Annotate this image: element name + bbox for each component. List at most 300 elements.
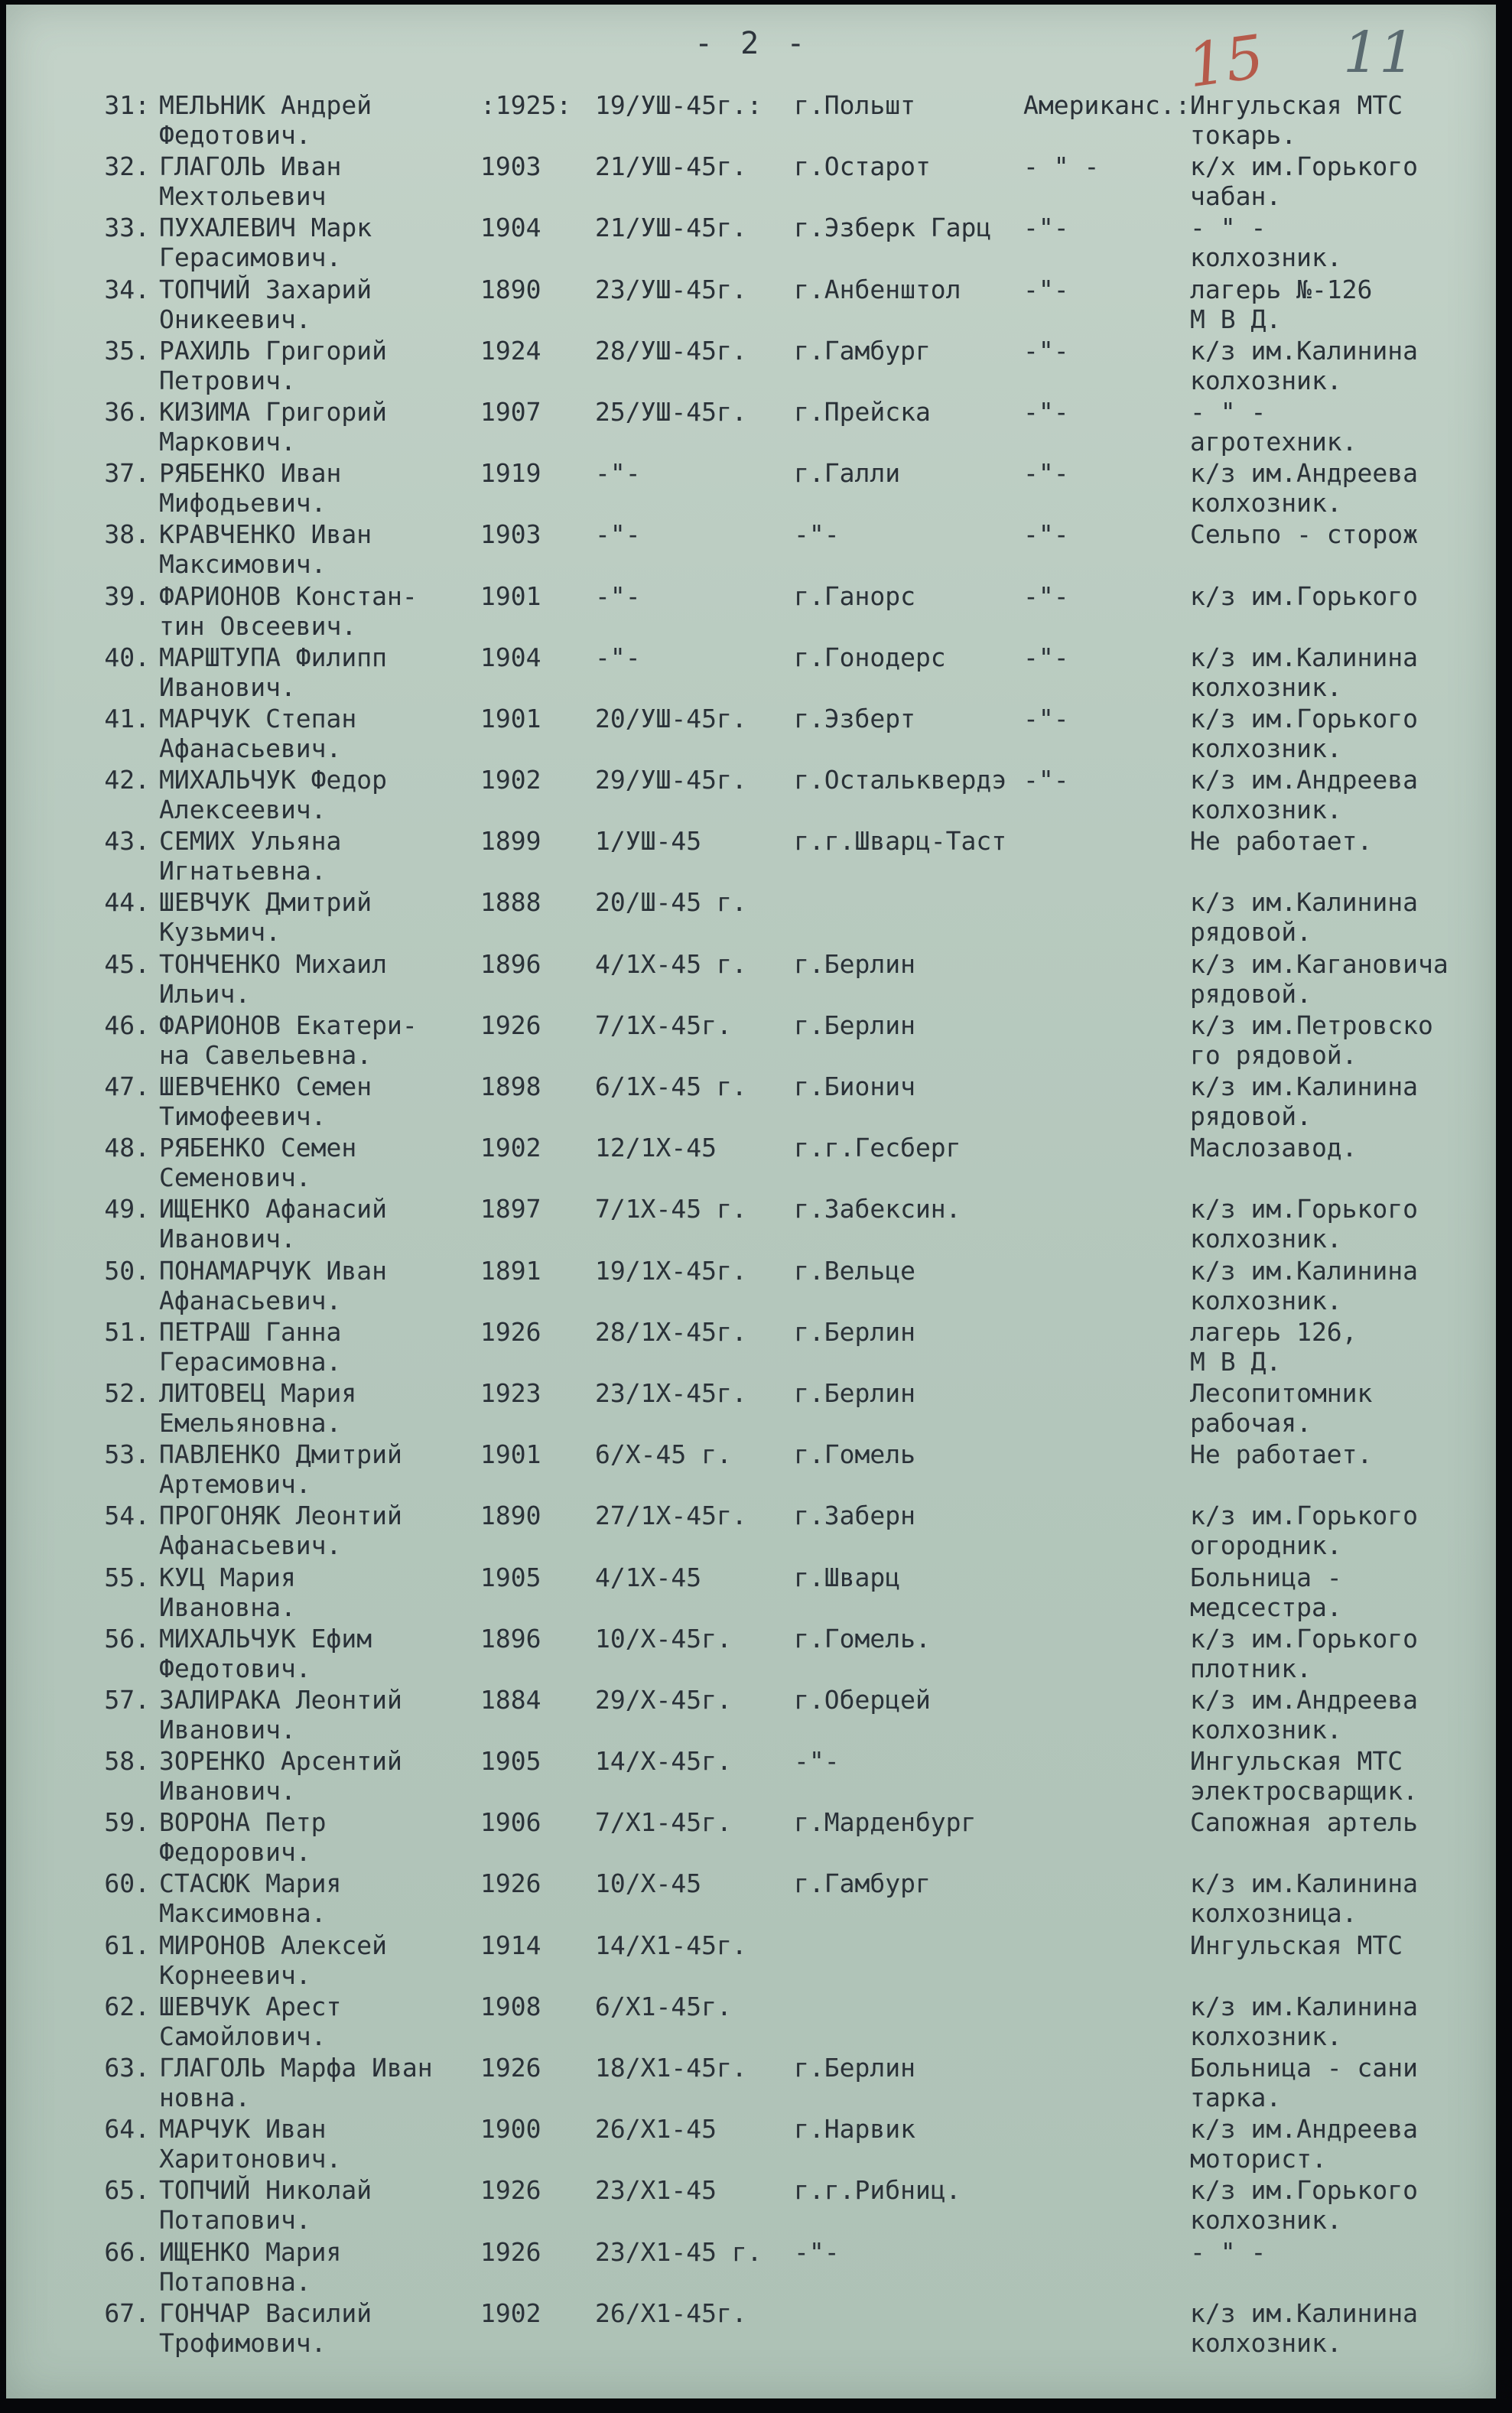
return-date: 6/Х1-45г.	[595, 1991, 732, 2021]
person-patronymic: Федорович.	[159, 1837, 311, 1868]
record-number: 41.	[104, 703, 150, 733]
record-row	[6, 581, 1496, 642]
person-patronymic: Потапович.	[159, 2205, 311, 2236]
person-patronymic: Игнатьевна.	[159, 856, 327, 886]
workplace-role: колхозник.	[1190, 365, 1342, 395]
workplace: к/з им.Петровско	[1190, 1010, 1433, 1040]
record-number: 58.	[104, 1746, 150, 1777]
place-name: г.г.Рибниц.	[794, 2175, 961, 2206]
workplace: к/з им.Калинина	[1190, 1868, 1419, 1899]
return-date: 26/Х1-45	[595, 2114, 717, 2145]
place-name: г.Гомель.	[794, 1623, 931, 1654]
record-row	[6, 1807, 1496, 1868]
record-row	[6, 1992, 1496, 2053]
record-row	[6, 826, 1496, 887]
return-date: 27/1Х-45г.	[595, 1501, 747, 1531]
return-date: 26/Х1-45г.	[595, 2298, 747, 2328]
place-name: -"-	[794, 1746, 840, 1777]
record-number: 66.	[104, 2236, 150, 2267]
record-row	[6, 887, 1496, 948]
workplace-role: колхозник.	[1190, 2327, 1342, 2358]
workplace-role: токарь.	[1190, 120, 1297, 150]
birth-year: :1925:	[480, 90, 572, 120]
place-name: г.Гамбург	[794, 1868, 931, 1899]
handwritten-mark-left: 15	[1183, 22, 1269, 102]
birth-year: 1905	[480, 1562, 541, 1592]
return-date: 4/1Х-45 г.	[595, 948, 747, 979]
person-name: ГЛАГОЛЬ Иван	[159, 151, 342, 182]
person-name: МИХАЛЬЧУК Ефим	[159, 1623, 372, 1654]
person-name: ФАРИОНОВ Констан-	[159, 580, 418, 611]
return-date: 6/1Х-45 г.	[595, 1072, 747, 1101]
workplace: к/з им.Калинина	[1190, 642, 1419, 672]
workplace: лагерь 126,	[1190, 1316, 1358, 1347]
workplace-role: чабан.	[1190, 181, 1282, 212]
person-name: РАХИЛЬ Григорий	[159, 335, 388, 366]
record-number: 45.	[104, 948, 150, 979]
birth-year: 1926	[480, 2175, 541, 2206]
workplace: - " -	[1190, 213, 1267, 243]
person-name: ИЩЕНКО Мария	[159, 2236, 342, 2267]
workplace: к/з им.Андреева	[1190, 765, 1419, 795]
record-row	[6, 90, 1496, 151]
person-patronymic: Оникеевич.	[159, 304, 311, 334]
workplace: к/з им.Горького	[1190, 703, 1419, 733]
place-name: г.Анбенштол	[794, 274, 961, 304]
workplace: к/з им.Калинина	[1190, 2298, 1419, 2328]
person-patronymic: Тимофеевич.	[159, 1101, 327, 1131]
return-date: 14/Х-45г.	[595, 1746, 732, 1777]
return-date: 23/УШ-45г.	[595, 274, 747, 304]
record-number: 50.	[104, 1255, 150, 1286]
birth-year: 1901	[480, 1439, 541, 1470]
workplace: Ингульская МТС	[1190, 1746, 1403, 1777]
place-name: г.Вельце	[794, 1255, 915, 1286]
workplace: к/з им.Горького	[1190, 1194, 1419, 1224]
record-number: 62.	[104, 1991, 150, 2021]
workplace-role: электросварщик.	[1190, 1776, 1419, 1806]
person-name: ЗОРЕНКО Арсентий	[159, 1746, 402, 1777]
person-name: СЕМИХ Ульяна	[159, 826, 342, 857]
birth-year: 1897	[480, 1194, 541, 1224]
record-row	[6, 1194, 1496, 1255]
person-patronymic: Афанасьевич.	[159, 733, 342, 763]
person-name: ИЩЕНКО Афанасий	[159, 1194, 388, 1224]
birth-year: 1901	[480, 703, 541, 733]
record-row	[6, 519, 1496, 580]
person-name: ГОНЧАР Василий	[159, 2298, 372, 2328]
record-number: 34.	[104, 274, 150, 304]
workplace-role: колхозник.	[1190, 2021, 1342, 2051]
place-name: г.Берлин	[794, 1316, 915, 1347]
handwritten-mark-right: 11	[1343, 20, 1416, 86]
workplace-role: М В Д.	[1190, 1346, 1282, 1377]
person-patronymic: Алексеевич.	[159, 795, 327, 825]
record-number: 44.	[104, 887, 150, 918]
birth-year: 1899	[480, 826, 541, 857]
place-name: -"-	[794, 519, 840, 550]
return-date: 29/УШ-45г.	[595, 765, 747, 795]
workplace-role: колхозник.	[1190, 1285, 1342, 1315]
place-name: г.Берлин	[794, 1377, 915, 1408]
place-name: г.Берлин	[794, 1010, 915, 1040]
zone-ditto: Американс.:	[1023, 90, 1191, 120]
workplace-role: рабочая.	[1190, 1407, 1312, 1438]
person-patronymic: Емельяновна.	[159, 1407, 342, 1438]
birth-year: 1907	[480, 396, 541, 427]
record-row	[6, 2237, 1496, 2298]
person-patronymic: Федотович.	[159, 120, 311, 150]
person-patronymic: Ивановна.	[159, 1592, 296, 1622]
record-number: 39.	[104, 580, 150, 611]
workplace: Больница -	[1190, 1562, 1342, 1592]
person-patronymic: Максимович.	[159, 549, 327, 580]
zone-ditto: -"-	[1023, 703, 1069, 733]
record-number: 40.	[104, 642, 150, 672]
return-date: 14/Х1-45г.	[595, 1930, 747, 1960]
person-name: МИХАЛЬЧУК Федор	[159, 765, 388, 795]
person-name: МАРЧУК Иван	[159, 2114, 327, 2145]
workplace: Сельпо - сторож	[1190, 519, 1419, 550]
person-name: ПОНАМАРЧУК Иван	[159, 1255, 388, 1286]
birth-year: 1890	[480, 274, 541, 304]
record-row	[6, 642, 1496, 704]
person-patronymic: Артемович.	[159, 1469, 311, 1500]
record-number: 57.	[104, 1684, 150, 1715]
record-number: 56.	[104, 1623, 150, 1654]
record-row	[6, 2298, 1496, 2359]
return-date: 20/Ш-45 г.	[595, 887, 747, 918]
birth-year: 1900	[480, 2114, 541, 2145]
person-name: МАРЧУК Степан	[159, 703, 357, 733]
birth-year: 1904	[480, 213, 541, 243]
return-date: 23/Х1-45	[595, 2175, 717, 2206]
record-number: 31:	[104, 90, 150, 120]
record-list	[6, 90, 1496, 2359]
person-patronymic: Трофимович.	[159, 2327, 327, 2358]
place-name: г.Ганорс	[794, 580, 915, 611]
person-name: КИЗИМА Григорий	[159, 396, 388, 427]
workplace: Маслозавод.	[1190, 1133, 1358, 1163]
birth-year: 1896	[480, 1623, 541, 1654]
zone-ditto: - " -	[1023, 151, 1100, 182]
birth-year: 1904	[480, 642, 541, 672]
person-name: ВОРОНА Петр	[159, 1807, 327, 1838]
zone-ditto: -"-	[1023, 274, 1069, 304]
workplace: к/з им.Андреева	[1190, 458, 1419, 489]
workplace-role: го рядовой.	[1190, 1039, 1358, 1070]
person-patronymic: Ильич.	[159, 978, 251, 1009]
place-name: г.Прейска	[794, 396, 931, 427]
return-date: 10/Х-45г.	[595, 1623, 732, 1654]
person-patronymic: Афанасьевич.	[159, 1285, 342, 1315]
person-patronymic: Иванович.	[159, 1776, 296, 1806]
record-number: 47.	[104, 1072, 150, 1101]
return-date: 25/УШ-45г.	[595, 396, 747, 427]
record-number: 60.	[104, 1868, 150, 1899]
place-name: г.Нарвик	[794, 2114, 915, 2145]
return-date: 7/1Х-45г.	[595, 1010, 732, 1040]
birth-year: 1888	[480, 887, 541, 918]
person-patronymic: Семенович.	[159, 1163, 311, 1193]
workplace-role: колхозник.	[1190, 242, 1342, 273]
person-name: МИРОНОВ Алексей	[159, 1930, 388, 1960]
person-patronymic: новна.	[159, 2083, 251, 2112]
birth-year: 1898	[480, 1072, 541, 1101]
person-patronymic: Максимовна.	[159, 1898, 327, 1929]
birth-year: 1905	[480, 1746, 541, 1777]
record-number: 63.	[104, 2053, 150, 2083]
person-name: ТОНЧЕНКО Михаил	[159, 948, 388, 979]
return-date: 10/Х-45	[595, 1868, 702, 1899]
record-row	[6, 1378, 1496, 1439]
birth-year: 1902	[480, 2298, 541, 2328]
place-name: г.г.Шварц-Таст	[794, 826, 1007, 857]
workplace-role: тарка.	[1190, 2083, 1282, 2112]
workplace-role: М В Д.	[1190, 304, 1282, 334]
zone-ditto: -"-	[1023, 458, 1069, 489]
person-name: ШЕВЧУК Арест	[159, 1991, 342, 2021]
workplace: - " -	[1190, 396, 1267, 427]
person-patronymic: Харитонович.	[159, 2144, 342, 2174]
birth-year: 1926	[480, 2236, 541, 2267]
document-page	[6, 5, 1496, 2398]
record-number: 54.	[104, 1501, 150, 1531]
birth-year: 1908	[480, 1991, 541, 2021]
person-patronymic: Кузьмич.	[159, 917, 281, 948]
place-name: г.Заберн	[794, 1501, 915, 1531]
workplace-role: медсестра.	[1190, 1592, 1342, 1622]
workplace: Не работает.	[1190, 826, 1373, 857]
place-name: г.Гомель	[794, 1439, 915, 1470]
return-date: 4/1Х-45	[595, 1562, 702, 1592]
zone-ditto: -"-	[1023, 765, 1069, 795]
place-name: г.Эзберк Гарц	[794, 213, 992, 243]
record-row	[6, 1133, 1496, 1194]
record-number: 36.	[104, 396, 150, 427]
page-number: - 2 -	[694, 26, 810, 61]
workplace: Не работает.	[1190, 1439, 1373, 1470]
return-date: 23/Х1-45 г.	[595, 2236, 763, 2267]
workplace-role: колхозница.	[1190, 1898, 1358, 1929]
record-row	[6, 1930, 1496, 1992]
record-row	[6, 1256, 1496, 1317]
zone-ditto: -"-	[1023, 396, 1069, 427]
record-number: 49.	[104, 1194, 150, 1224]
birth-year: 1890	[480, 1501, 541, 1531]
person-name: ТОПЧИЙ Захарий	[159, 274, 372, 304]
person-name: СТАСЮК Мария	[159, 1868, 342, 1899]
person-patronymic: на Савельевна.	[159, 1039, 372, 1070]
record-row	[6, 1439, 1496, 1501]
birth-year: 1903	[480, 151, 541, 182]
workplace-role: колхозник.	[1190, 1224, 1342, 1254]
return-date: 19/1Х-45г.	[595, 1255, 747, 1286]
record-number: 67.	[104, 2298, 150, 2328]
birth-year: 1926	[480, 1010, 541, 1040]
birth-year: 1891	[480, 1255, 541, 1286]
workplace-role: огородник.	[1190, 1530, 1342, 1561]
return-date: 6/Х-45 г.	[595, 1439, 732, 1470]
workplace: Больница - сани	[1190, 2053, 1419, 2083]
birth-year: 1906	[480, 1807, 541, 1838]
birth-year: 1926	[480, 1868, 541, 1899]
person-name: ЛИТОВЕЦ Мария	[159, 1377, 357, 1408]
person-patronymic: Герасимовна.	[159, 1346, 342, 1377]
record-row	[6, 151, 1496, 213]
workplace: к/з им.Горького	[1190, 580, 1419, 611]
person-patronymic: Федотович.	[159, 1653, 311, 1683]
person-name: ПРОГОНЯК Леонтий	[159, 1501, 402, 1531]
place-name: г.Остальквердэ	[794, 765, 1007, 795]
workplace: Лесопитомник	[1190, 1377, 1373, 1408]
birth-year: 1919	[480, 458, 541, 489]
person-name: ШЕВЧЕНКО Семен	[159, 1072, 372, 1101]
place-name: г.Марденбург	[794, 1807, 977, 1838]
workplace: к/з им.Андреева	[1190, 2114, 1419, 2145]
record-number: 48.	[104, 1133, 150, 1163]
record-number: 59.	[104, 1807, 150, 1838]
record-number: 38.	[104, 519, 150, 550]
record-row	[6, 1563, 1496, 1624]
record-number: 35.	[104, 335, 150, 366]
return-date: 7/1Х-45 г.	[595, 1194, 747, 1224]
workplace: к/з им.Калинина	[1190, 1255, 1419, 1286]
place-name: г.Галли	[794, 458, 901, 489]
record-number: 46.	[104, 1010, 150, 1040]
person-name: ПАВЛЕНКО Дмитрий	[159, 1439, 402, 1470]
person-name: ТОПЧИЙ Николай	[159, 2175, 372, 2206]
place-name: г.Польшт	[794, 90, 915, 120]
birth-year: 1914	[480, 1930, 541, 1960]
record-row	[6, 397, 1496, 458]
workplace: к/з им.Кагановича	[1190, 948, 1449, 979]
zone-ditto: -"-	[1023, 213, 1069, 243]
birth-year: 1924	[480, 335, 541, 366]
record-row	[6, 336, 1496, 397]
workplace: к/з им.Калинина	[1190, 1991, 1419, 2021]
birth-year: 1896	[480, 948, 541, 979]
record-number: 64.	[104, 2114, 150, 2145]
record-row	[6, 1072, 1496, 1133]
record-number: 52.	[104, 1377, 150, 1408]
return-date: 28/УШ-45г.	[595, 335, 747, 366]
birth-year: 1926	[480, 2053, 541, 2083]
return-date: 28/1Х-45г.	[595, 1316, 747, 1347]
workplace-role: рядовой.	[1190, 1101, 1312, 1131]
person-name: МЕЛЬНИК Андрей	[159, 90, 372, 120]
birth-year: 1902	[480, 1133, 541, 1163]
person-patronymic: Иванович.	[159, 1224, 296, 1254]
record-row	[6, 2114, 1496, 2175]
person-patronymic: тин Овсеевич.	[159, 610, 357, 641]
workplace: к/з им.Горького	[1190, 1623, 1419, 1654]
record-row	[6, 949, 1496, 1010]
record-row	[6, 2175, 1496, 2236]
record-number: 32.	[104, 151, 150, 182]
place-name: г.Берлин	[794, 948, 915, 979]
record-row	[6, 458, 1496, 519]
return-date: 23/1Х-45г.	[595, 1377, 747, 1408]
person-patronymic: Петрович.	[159, 365, 296, 395]
person-patronymic: Корнеевич.	[159, 1959, 311, 1990]
place-name: г.Бионич	[794, 1072, 915, 1101]
record-row	[6, 213, 1496, 274]
workplace: Сапожная артель	[1190, 1807, 1419, 1838]
person-name: МАРШТУПА Филипп	[159, 642, 388, 672]
birth-year: 1923	[480, 1377, 541, 1408]
place-name: г.Шварц	[794, 1562, 901, 1592]
record-number: 61.	[104, 1930, 150, 1960]
return-date: 21/УШ-45г.	[595, 151, 747, 182]
workplace-role: колхозник.	[1190, 795, 1342, 825]
person-patronymic: Маркович.	[159, 426, 296, 457]
place-name: г.Остарот	[794, 151, 931, 182]
return-date: 1/УШ-45	[595, 826, 702, 857]
place-name: г.Забексин.	[794, 1194, 961, 1224]
workplace-role: колхозник.	[1190, 733, 1342, 763]
workplace-role: колхозник.	[1190, 672, 1342, 702]
record-row	[6, 1624, 1496, 1685]
person-name: РЯБЕНКО Семен	[159, 1133, 357, 1163]
place-name: -"-	[794, 2236, 840, 2267]
record-row	[6, 1010, 1496, 1072]
birth-year: 1926	[480, 1316, 541, 1347]
record-number: 43.	[104, 826, 150, 857]
person-name: РЯБЕНКО Иван	[159, 458, 342, 489]
person-patronymic: Самойлович.	[159, 2021, 327, 2051]
person-name: ПУХАЛЕВИЧ Марк	[159, 213, 372, 243]
record-row	[6, 1501, 1496, 1562]
person-name: КУЦ Мария	[159, 1562, 296, 1592]
workplace-role: рядовой.	[1190, 917, 1312, 948]
record-row	[6, 1685, 1496, 1746]
zone-ditto: -"-	[1023, 580, 1069, 611]
place-name: г.Гонодерс	[794, 642, 946, 672]
record-number: 42.	[104, 765, 150, 795]
record-row	[6, 1746, 1496, 1807]
person-patronymic: Мехтольевич	[159, 181, 327, 212]
record-row	[6, 1317, 1496, 1378]
workplace: к/з им.Калинина	[1190, 335, 1419, 366]
workplace: к/х им.Горького	[1190, 151, 1419, 182]
record-row	[6, 765, 1496, 826]
return-date: 20/УШ-45г.	[595, 703, 747, 733]
place-name: г.Оберцей	[794, 1684, 931, 1715]
record-number: 55.	[104, 1562, 150, 1592]
person-patronymic: Герасимович.	[159, 242, 342, 273]
workplace-role: моторист.	[1190, 2144, 1327, 2174]
workplace: к/з им.Калинина	[1190, 887, 1419, 918]
birth-year: 1901	[480, 580, 541, 611]
record-row	[6, 275, 1496, 336]
workplace-role: колхозник.	[1190, 2205, 1342, 2236]
return-date: -"-	[595, 580, 641, 611]
workplace: к/з им.Андреева	[1190, 1684, 1419, 1715]
record-row	[6, 704, 1496, 765]
workplace: к/з им.Горького	[1190, 1501, 1419, 1531]
workplace-role: колхозник.	[1190, 1714, 1342, 1745]
return-date: 21/УШ-45г.	[595, 213, 747, 243]
person-patronymic: Афанасьевич.	[159, 1530, 342, 1561]
person-name: ЗАЛИРАКА Леонтий	[159, 1684, 402, 1715]
place-name: г.Гамбург	[794, 335, 931, 366]
workplace-role: агротехник.	[1190, 426, 1358, 457]
birth-year: 1902	[480, 765, 541, 795]
place-name: г.Берлин	[794, 2053, 915, 2083]
person-patronymic: Потаповна.	[159, 2266, 311, 2297]
workplace-role: рядовой.	[1190, 978, 1312, 1009]
